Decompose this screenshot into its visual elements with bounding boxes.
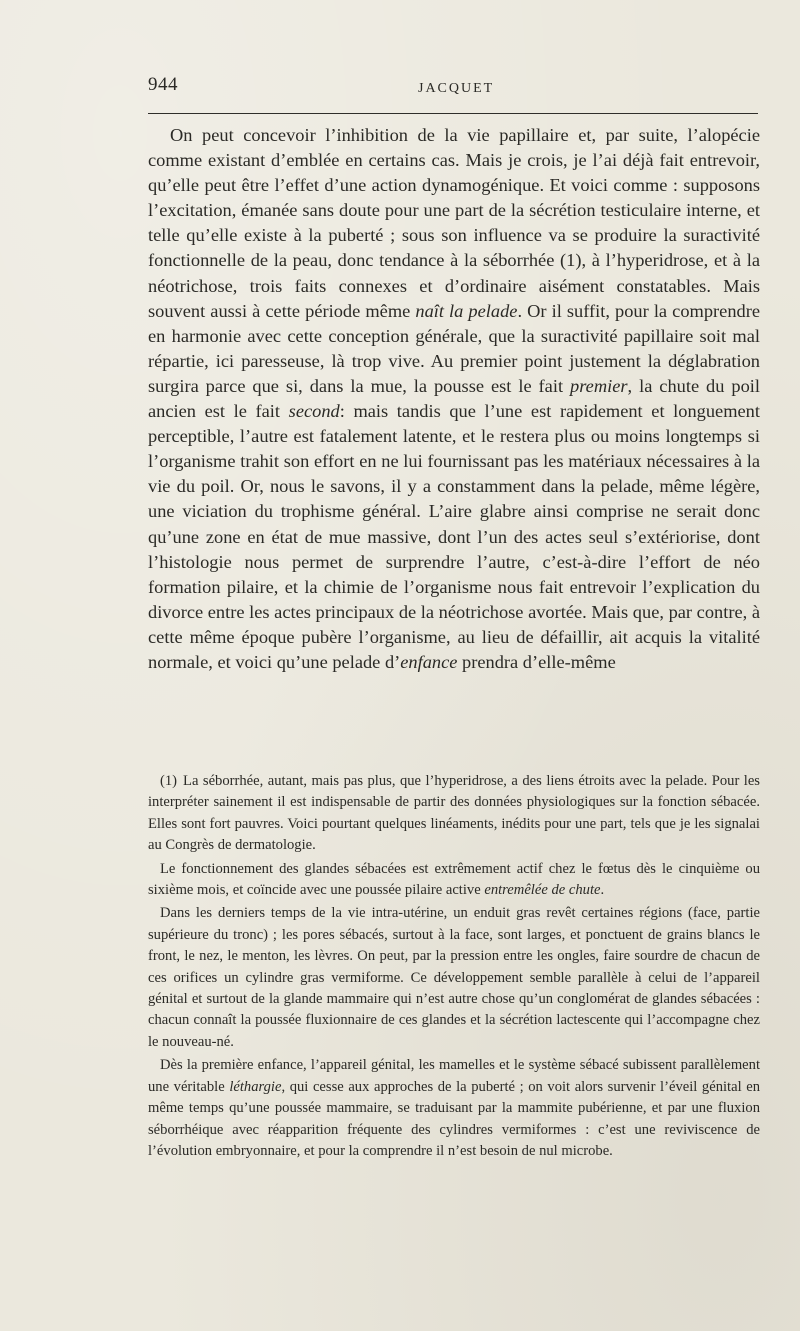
text-run: , la chute du poil ancien est le fait	[148, 375, 760, 422]
italic-run: enfance	[400, 651, 458, 672]
body-paragraph	[148, 123, 760, 675]
footnote-text: , qui cesse aux approches de la puberté ; on voit alors survenir l’éveil génital en même temps qu’une poussée mammaire, se traduisant par la mammite pubérienne, et par une fluxion séborrhéique avec réapparition fréquente des cylindres vermiformes : c’est une reviviscence de l’évolution embryonnaire, et pour la comprendre il n’est besoin de nul microbe.	[148, 1078, 760, 1159]
text-run: prendra d’elle-même	[457, 651, 616, 672]
footnote-paragraph	[148, 771, 760, 857]
footnote-text: .	[600, 882, 605, 899]
footnote-paragraph	[148, 859, 760, 902]
text-run: . Or il suffit, pour la comprendre en harmonie avec cette conception générale, que la suractivité papillaire soit mal répartie, ici paresseuse, là trop vive. Au premier point justement la déglabration surgira parce que si, dans la mue, la pousse est le fait	[148, 300, 760, 396]
main-text	[148, 123, 760, 675]
footnote-italic: léthargie	[229, 1078, 282, 1095]
page-header	[148, 74, 758, 102]
text-run: : mais tandis que l’une est rapidement et longuement perceptible, l’autre est fatalement latente, et le restera plus ou moins longtemps si l’organisme trahit son effort en ne lui fournissant pas les matériaux nécessaires à la vie du poil. Or, nous le savons, il y a constamment dans la pelade, même légère, une viciation du trophisme général. L’aire glabre ainsi comprise ne serait donc qu’une zone en état de mue massive, dont l’un des actes seul s’extériorise, dont l’histologie nous permet de surprendre l’autre, c’est-à-dire l’effort de néo formation pilaire, et la chimie de l’organisme nous fait entrevoir l’explication du divorce entre les actes principaux de la néotrichose avortée. Mais que, par contre, à cette même époque pubère l’organisme, au lieu de défaillir, ait acquis la vitalité normale, et voici qu’une pelade d’	[148, 401, 760, 672]
footnote-paragraph	[148, 903, 760, 1053]
footnote-text: Le fonctionnement des glandes sébacées est extrêmement actif chez le fœtus dès le cinquième ou sixième mois, et coïncide avec une poussée pilaire active	[148, 860, 760, 899]
footnote-italic: entremêlée de chute	[484, 882, 601, 899]
footnote-marker: (1)	[160, 773, 178, 789]
header-rule	[148, 113, 758, 114]
footnote-text: La séborrhée, autant, mais pas plus, que l’hyperidrose, a des liens étroits avec la pelade. Pour les interpréter sainement il est indispensable de partir des données physiologiques sur la fonction sébacée. Elles sont fort pauvres. Voici pourtant quelques linéaments, inédits pour une part, tels que je les signalai au Congrès de dermatologie.	[148, 773, 760, 854]
italic-run: premier	[570, 375, 628, 396]
footnote-text: Dans les derniers temps de la vie intra-utérine, un enduit gras revêt certaines régions (face, partie supérieure du tronc) ; les pores sébacés, surtout à la face, sont larges, et ponctuent de grains blancs le front, le nez, le menton, les lèvres. On peut, par la pression entre les ongles, faire sourdre de chacun de ces orifices un cylindre gras vermiforme. Ce développement semble parallèle à celui de l’appareil génital et surtout de la glande mammaire qui n’est autre chose qu’un conglomérat de glandes sébacées : chacun connaît la poussée fluxionnaire de ces glandes et la sécrétion lactescente qui l’accompagne chez le nouveau-né.	[148, 905, 760, 1050]
italic-run: second	[288, 401, 340, 422]
italic-run: naît la pelade	[415, 300, 518, 321]
footnotes	[148, 771, 760, 1164]
text-run: On peut concevoir l’inhibition de la vie papillaire et, par suite, l’alopécie comme existant d’emblée en certains cas. Mais je crois, je l’ai déjà fait entrevoir, qu’elle peut être l’effet d’une action dynamogénique. Et voici comme : supposons l’excitation, émanée sans doute pour une part de la sécrétion testiculaire interne, et telle qu’elle existe à la puberté ; sous son influence va se produire la suractivité fonctionnelle de la peau, donc tendance à la séborrhée (1), à l’hyperidrose, et à la néotrichose, trois faits connexes et d’ordinaire aisément constatables. Mais souvent aussi à cette période même	[148, 125, 760, 321]
running-head: JACQUET	[418, 81, 495, 96]
footnote-text: Dès la première enfance, l’appareil génital, les mamelles et le système sébacé subissent parallèlement une véritable	[148, 1057, 760, 1095]
footnote-paragraph	[148, 1055, 760, 1162]
page-number: 944	[148, 74, 178, 95]
